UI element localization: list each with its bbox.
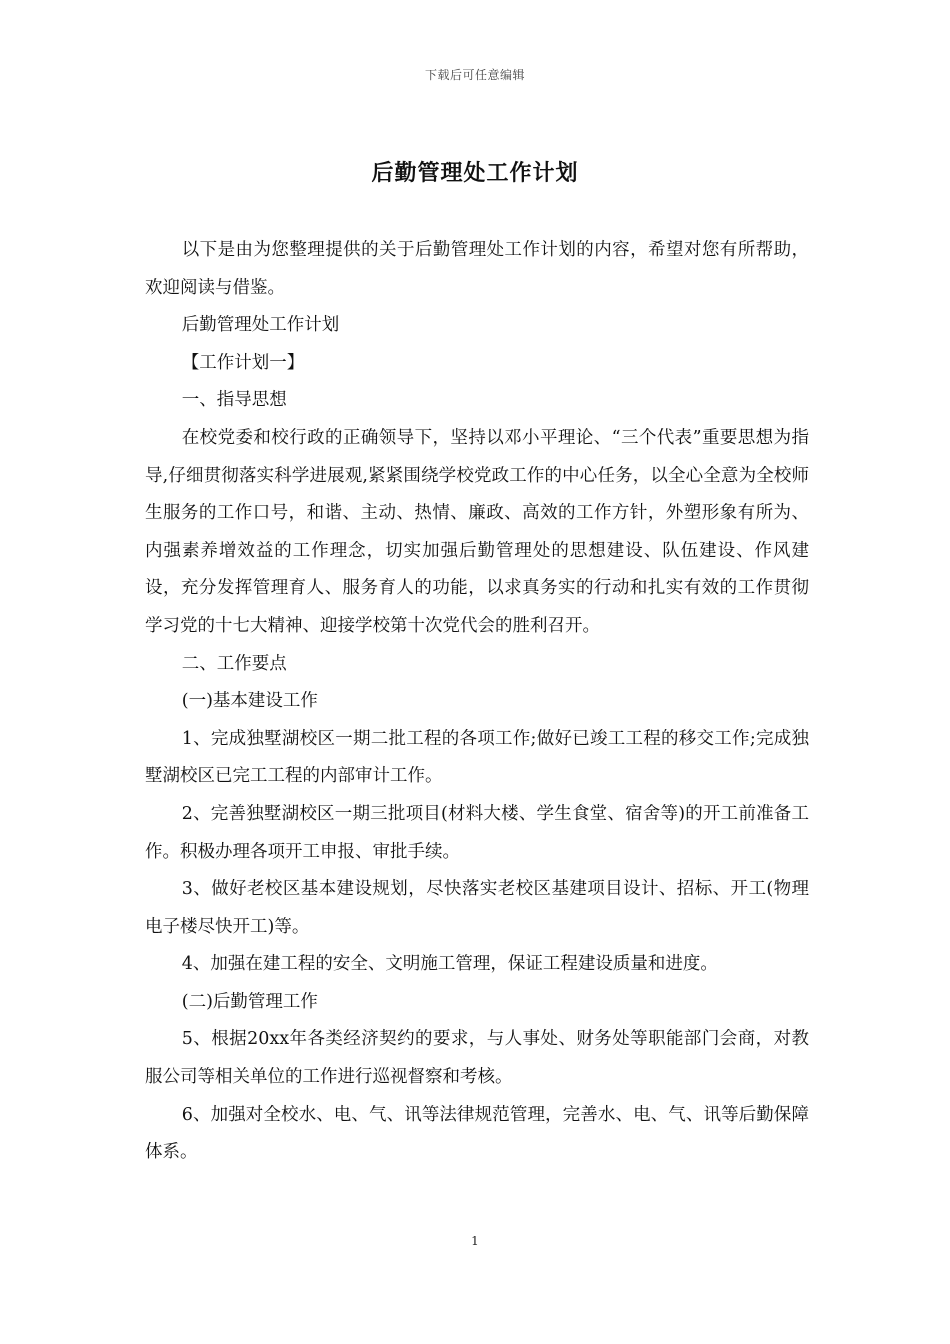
document-body xyxy=(145,232,809,1172)
paragraph-item-1: 1、完成独墅湖校区一期二批工程的各项工作;做好已竣工工程的移交工作;完成独墅湖校区已完工工程的内部审计工作。 xyxy=(145,728,809,787)
paragraph-subtitle: 后勤管理处工作计划 xyxy=(181,315,340,336)
paragraph-heading-construction: (一)基本建设工作 xyxy=(181,691,318,712)
header-note: 下载后可任意编辑 xyxy=(424,68,525,82)
paragraph-item-5: 5、根据20xx年各类经济契约的要求，与人事处、财务处等职能部门会商，对教服公司等相关单位的工作进行巡视督察和考核。 xyxy=(145,1029,809,1088)
paragraph-heading-guiding-thought: 一、指导思想 xyxy=(181,390,287,411)
paragraph-item-4: 4、加强在建工程的安全、文明施工管理，保证工程建设质量和进度。 xyxy=(181,954,718,975)
paragraph-intro: 以下是由为您整理提供的关于后勤管理处工作计划的内容，希望对您有所帮助，欢迎阅读与借鉴。 xyxy=(145,240,809,298)
paragraph-heading-work-points: 二、工作要点 xyxy=(181,653,287,674)
paragraph-guiding-thought: 在校党委和校行政的正确领导下，坚持以邓小平理论、“三个代表”重要思想为指导,仔细贯彻落实科学进展观,紧紧围绕学校党政工作的中心任务，以全心全意为全校师生服务的工作口号，和谐、主动、热情、廉政、高效的工作方针，外塑形象有所为、内强素养增效益的工作理念，切实加强后勤管理处的思想建设、队伍建设、作风建设，充分发挥管理育人、服务育人的功能，以求真务实的行动和扎实有效的工作贯彻学习党的十七大精神、迎接学校第十次党代会的胜利召开。 xyxy=(145,427,809,636)
paragraph-heading-logistics: (二)后勤管理工作 xyxy=(181,991,318,1012)
paragraph-section-label: 【工作计划一】 xyxy=(181,352,305,373)
paragraph-item-6: 6、加强对全校水、电、气、讯等法律规范管理，完善水、电、气、讯等后勤保障体系。 xyxy=(145,1104,809,1163)
document-title: 后勤管理处工作计划 xyxy=(371,160,579,186)
paragraph-item-2: 2、完善独墅湖校区一期三批项目(材料大楼、学生食堂、宿舍等)的开工前准备工作。积极办理各项开工申报、审批手续。 xyxy=(145,803,809,862)
paragraph-item-3: 3、做好老校区基本建设规划，尽快落实老校区基建项目设计、招标、开工(物理电子楼尽快开工)等。 xyxy=(145,879,809,937)
page-number: 1 xyxy=(471,1234,479,1248)
